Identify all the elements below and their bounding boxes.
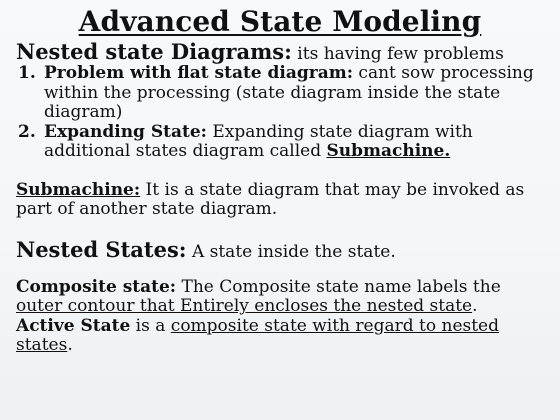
submachine-label: Submachine: [16,179,141,200]
list-item-text: cant sow processing within the processing (state diagram inside the state diagram) [44,63,534,122]
intro-paragraph [16,40,544,64]
active-state-label: Active State [16,315,131,336]
submachine-text: It is a state diagram that may be invoked as part of another state diagram. [16,179,525,219]
list-item [16,123,544,162]
list-item-label: Problem with flat state diagram: [44,63,354,83]
list-item-label: Expanding State: [44,121,207,142]
active-state-paragraph [16,317,544,356]
intro-label: Nested state Diagrams [16,39,285,64]
slide-title: Advanced State Modeling [78,5,482,38]
list-item-number: 2. [18,121,36,142]
problem-list [16,64,544,162]
active-state-text: is a [130,315,171,336]
composite-state-label: Composite state: [16,276,177,297]
submachine-term: Submachine. [326,141,451,161]
submachine-paragraph [16,181,544,220]
list-item-number: 1. [18,63,36,83]
composite-state-text: The Composite state name labels the [176,276,501,297]
list-item-body [44,64,544,123]
nested-states-label: Nested States: [16,236,187,262]
list-item-body [44,123,544,162]
composite-state-paragraph [16,278,544,317]
nested-states-paragraph [16,238,544,262]
active-state-underlined: composite state with regard to nested states [16,315,500,355]
composite-state-end: . [472,296,478,316]
list-item [16,64,544,123]
list-item-text: Expanding state diagram with additional states diagram called [44,121,473,161]
composite-state-underlined: outer contour that Entirely encloses the nested state [16,296,473,316]
nested-states-text: A state inside the state. [186,241,396,262]
intro-colon: : [284,39,292,64]
intro-text: its having few problems [291,44,504,64]
active-state-end: . [67,335,73,355]
